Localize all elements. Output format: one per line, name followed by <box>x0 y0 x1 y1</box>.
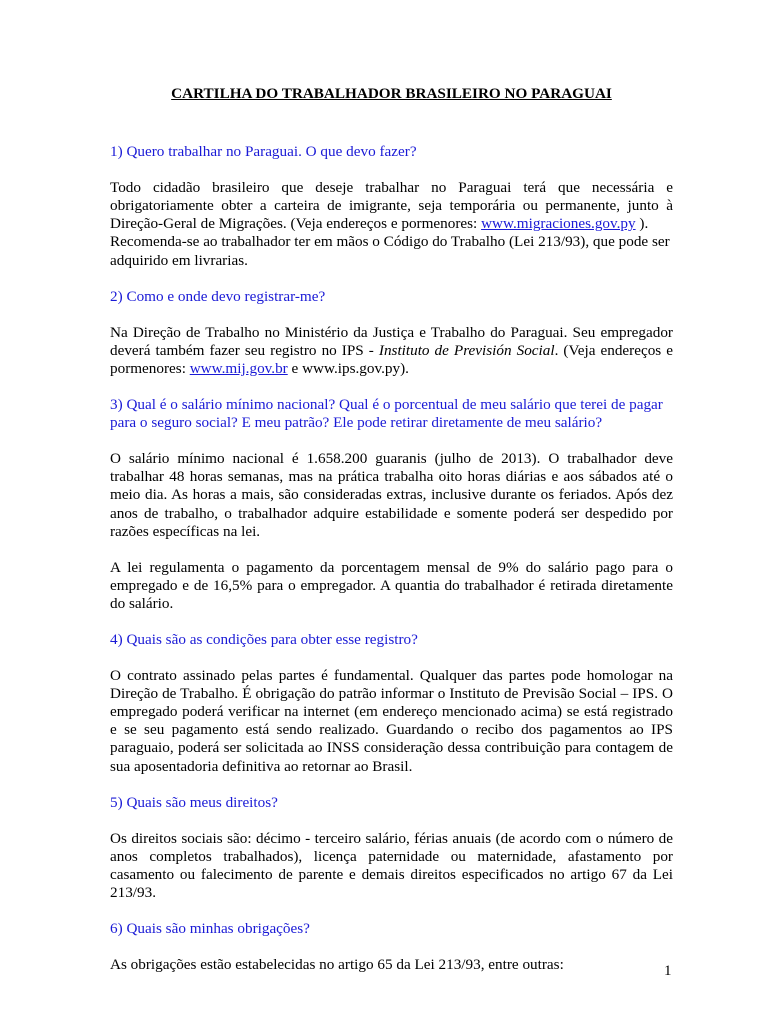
answer-2-paragraph <box>110 324 673 378</box>
ips-name: Instituto de Previsión Social <box>378 341 555 359</box>
document-body <box>110 85 673 992</box>
answer-1-paragraph-2: Recomenda-se ao trabalhador ter em mãos o Código do Trabalho (Lei 213/93), que pode ser adquirido em livrarias. <box>110 233 670 269</box>
answer-1-paragraph-1 <box>110 179 673 233</box>
mij-link[interactable]: www.mij.gov.br <box>189 359 288 377</box>
answer-3-paragraph-1: O salário mínimo nacional é 1.658.200 guaranis (julho de 2013). O trabalhador deve trabalhar 48 horas semanas, mas na prática trabalha oito horas diárias e aos sábados até o meio dia. As horas a mais, são consideradas extras, inclusive durante os feriados. Após dez anos de trabalho, o trabalhador adquire estabilidade e somente poderá ser despedido por razões específicas na lei. <box>110 450 673 540</box>
answer-6-paragraph: As obrigações estão estabelecidas no artigo 65 da Lei 213/93, entre outras: <box>110 956 564 974</box>
question-5: 5) Quais são meus direitos? <box>110 793 278 811</box>
answer-2-text-b: . (Veja endereços e pormenores: <box>110 341 673 377</box>
page-number: 1 <box>664 963 672 979</box>
answer-2-text-c: e www.ips.gov.py). <box>287 359 409 377</box>
answer-1-text-a: Todo cidadão brasileiro que deseje trabalhar no Paraguai terá que necessária e obrigatoriamente obter a carteira de imigrante, seja temporária ou permanente, junto à Direção-Geral de Migrações. (Veja endereços e pormenores: <box>110 179 673 233</box>
question-4: 4) Quais são as condições para obter esse registro? <box>110 630 418 648</box>
question-2: 2) Como e onde devo registrar-me? <box>110 287 326 305</box>
question-3: 3) Qual é o salário mínimo nacional? Qual é o porcentual de meu salário que terei de pagar para o seguro social? E meu patrão? Ele pode retirar diretamente de meu salário? <box>110 396 663 432</box>
answer-5-paragraph: Os direitos sociais são: décimo - terceiro salário, férias anuais (de acordo com o número de anos completos trabalhados), licença paternidade ou maternidade, afastamento por casamento ou falecimento de parente e demais direitos especificados no artigo 67 da Lei 213/93. <box>110 829 673 901</box>
answer-4-paragraph: O contrato assinado pelas partes é fundamental. Qualquer das partes pode homologar na Direção de Trabalho. É obrigação do patrão informar o Instituto de Previsão Social – IPS. O empregado poderá verificar na internet (em endereço mencionado acima) se está registrado e se seu pagamento está sendo realizado. Guardando o recibo dos pagamentos ao IPS paraguaio, poderá ser solicitada ao INSS consideração dessa contribuição para contagem de sua aposentadoria definitiva ao retornar ao Brasil. <box>110 667 673 775</box>
question-6: 6) Quais são minhas obrigações? <box>110 920 310 938</box>
document-title: CARTILHA DO TRABALHADOR BRASILEIRO NO PARAGUAI <box>171 85 612 102</box>
answer-1-text-b: ). <box>635 215 649 233</box>
question-1: 1) Quero trabalhar no Paraguai. O que devo fazer? <box>110 143 417 161</box>
answer-2-text-a: Na Direção de Trabalho no Ministério da Justiça e Trabalho do Paraguai. Seu empregador deverá também fazer seu registro no IPS - <box>110 323 673 359</box>
answer-3-paragraph-2: A lei regulamenta o pagamento da porcentagem mensal de 9% do salário pago para o empregado e de 16,5% para o empregador. A quantia do trabalhador é retirada diretamente do salário. <box>110 558 673 612</box>
migraciones-link[interactable]: www.migraciones.gov.py <box>481 215 636 233</box>
